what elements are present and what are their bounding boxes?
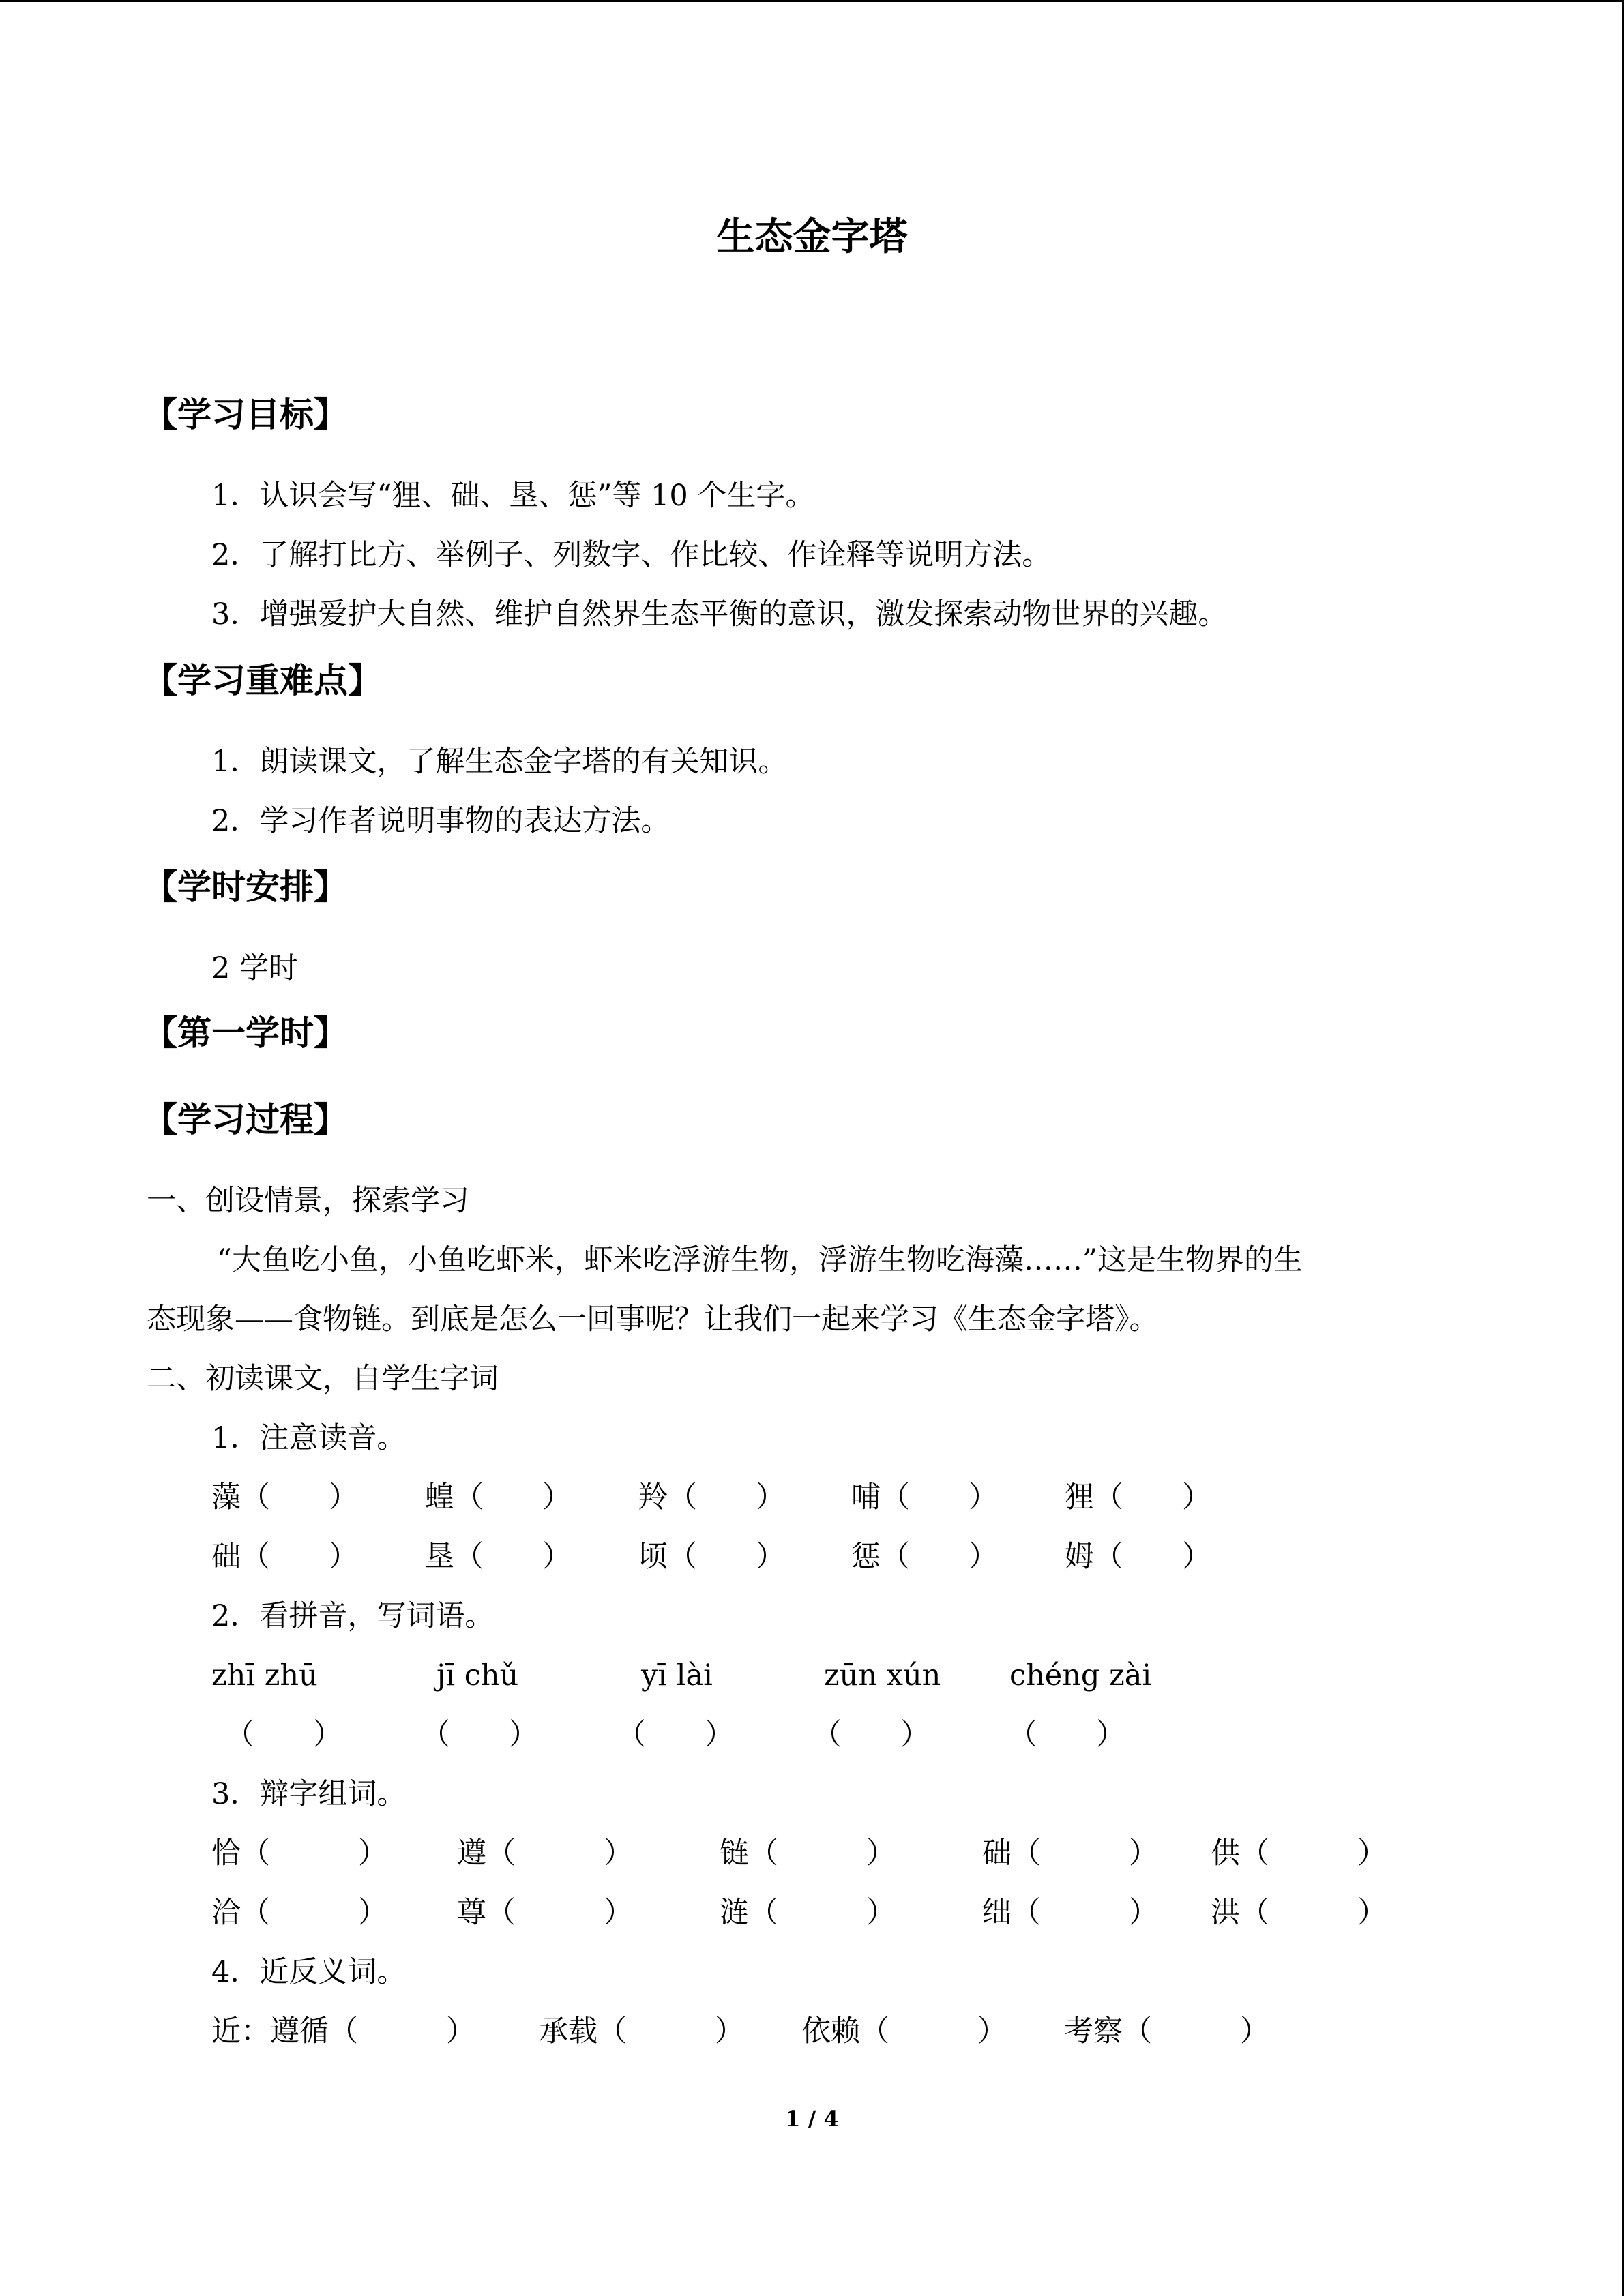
- q4-item: 依赖（ ）: [801, 2014, 1007, 2048]
- part1-paragraph-line-2: 态现象——食物链。到底是怎么一回事呢？让我们一起来学习《生态金字塔》。: [147, 1302, 1159, 1337]
- q2-blank: （ ）: [421, 1718, 538, 1752]
- q4-item: 考察（ ）: [1064, 2014, 1269, 2048]
- part1-paragraph-line-1: “大鱼吃小鱼，小鱼吃虾米，虾米吃浮游生物，浮游生物吃海藻……”这是生物界的生: [217, 1243, 1303, 1277]
- q1-item: 羚（ ）: [638, 1480, 785, 1515]
- question-3-title: 3．辩字组词。: [211, 1777, 407, 1811]
- q1-item: 狸（ ）: [1065, 1480, 1211, 1515]
- q1-item: 础（ ）: [211, 1540, 358, 1574]
- q1-item: 姆（ ）: [1065, 1540, 1211, 1574]
- q2-blank: （ ）: [1008, 1718, 1125, 1752]
- q2-pinyin: chéng zài: [1009, 1658, 1152, 1693]
- key-point-item-2: 2．学习作者说明事物的表达方法。: [211, 804, 670, 838]
- q3-item: 涟（ ）: [720, 1896, 896, 1930]
- q3-item: 供（ ）: [1211, 1836, 1387, 1870]
- part1-title: 一、创设情景，探索学习: [147, 1184, 469, 1218]
- q3-item: 洽（ ）: [211, 1896, 387, 1930]
- goals-heading: 【学习目标】: [143, 395, 348, 434]
- key-point-item-1: 1．朗读课文，了解生态金字塔的有关知识。: [211, 745, 788, 779]
- q1-item: 蝗（ ）: [425, 1480, 572, 1515]
- goal-item-2: 2．了解打比方、举例子、列数字、作比较、作诠释等说明方法。: [211, 538, 1052, 572]
- q4-item: 承载（ ）: [539, 2014, 744, 2048]
- q3-item: 链（ ）: [720, 1836, 896, 1870]
- document-title: 生态金字塔: [716, 215, 908, 259]
- q3-item: 恰（ ）: [211, 1836, 387, 1870]
- schedule-heading: 【学时安排】: [143, 867, 348, 907]
- q2-pinyin: zhī zhū: [211, 1658, 318, 1693]
- question-1-title: 1．注意读音。: [211, 1421, 407, 1455]
- goal-item-1: 1．认识会写“狸、础、垦、惩”等 10 个生字。: [211, 479, 815, 513]
- schedule-text: 2 学时: [211, 951, 299, 985]
- q1-item: 哺（ ）: [851, 1480, 998, 1515]
- question-2-title: 2．看拼音，写词语。: [211, 1599, 494, 1633]
- key-points-heading: 【学习重难点】: [143, 661, 382, 700]
- q3-item: 洪（ ）: [1211, 1896, 1387, 1930]
- first-lesson-heading: 【第一学时】: [143, 1013, 348, 1053]
- q2-blank: （ ）: [812, 1718, 930, 1752]
- q2-pinyin: jī chǔ: [437, 1658, 519, 1693]
- q3-item: 础（ ）: [982, 1836, 1158, 1870]
- q1-item: 顷（ ）: [638, 1540, 785, 1574]
- q2-pinyin: zūn xún: [824, 1658, 941, 1693]
- q2-blank: （ ）: [617, 1718, 734, 1752]
- q2-pinyin: yī lài: [641, 1658, 713, 1693]
- q2-blank: （ ）: [225, 1718, 342, 1752]
- page-indicator: 1 / 4: [785, 2106, 839, 2132]
- part2-title: 二、初读课文，自学生字词: [147, 1362, 499, 1396]
- q1-item: 惩（ ）: [851, 1540, 998, 1574]
- process-heading: 【学习过程】: [143, 1100, 348, 1139]
- q1-item: 垦（ ）: [425, 1540, 572, 1574]
- question-4-title: 4．近反义词。: [211, 1955, 407, 1989]
- goal-item-3: 3．增强爱护大自然、维护自然界生态平衡的意识，激发探索动物世界的兴趣。: [211, 597, 1228, 631]
- q3-item: 尊（ ）: [457, 1896, 633, 1930]
- q3-item: 绌（ ）: [982, 1896, 1158, 1930]
- q3-item: 遵（ ）: [457, 1836, 633, 1870]
- q4-item: 近：遵循（ ）: [211, 2014, 475, 2048]
- q1-item: 藻（ ）: [211, 1480, 358, 1515]
